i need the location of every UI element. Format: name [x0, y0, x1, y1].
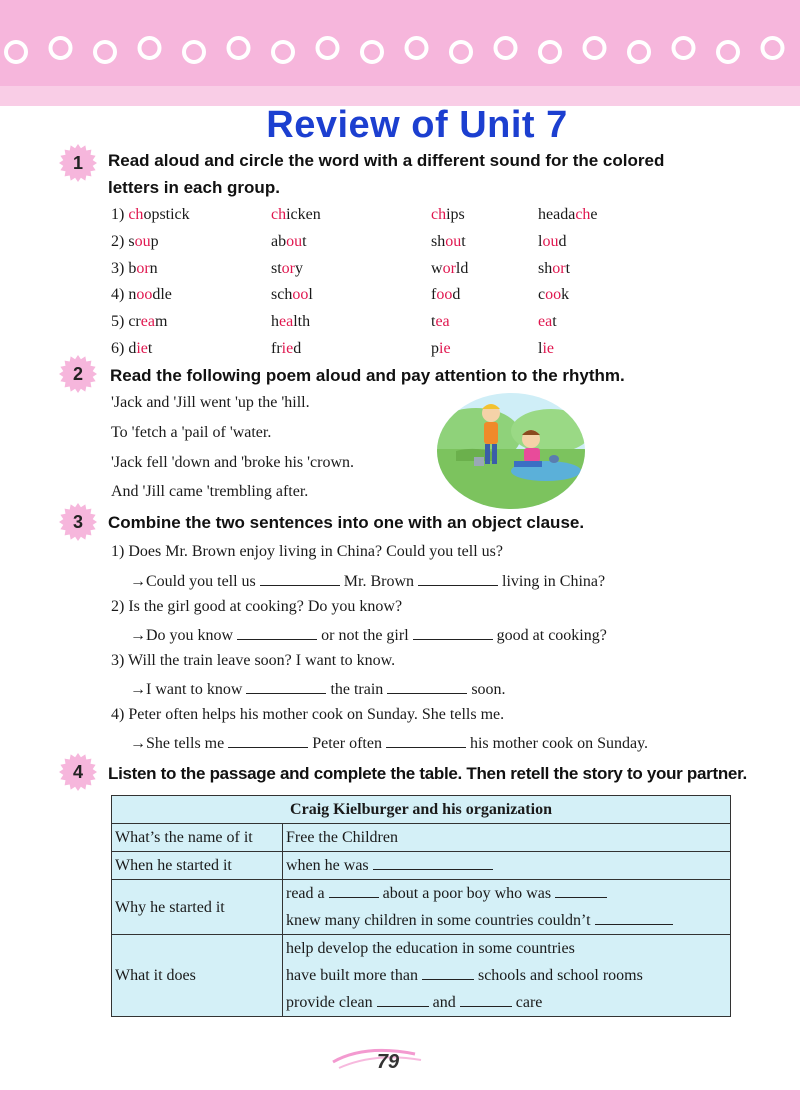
exercise-3-number: 3 [72, 512, 83, 532]
question-1: 1) Does Mr. Brown enjoy living in China? Could you tell us? [111, 543, 503, 560]
word-part: b [128, 259, 137, 277]
colored-letters: ch [431, 206, 447, 223]
answer-4-part-b: Peter often [312, 735, 382, 752]
word-part: opstick [143, 206, 190, 223]
word-part: l [538, 232, 543, 250]
answer-3-part-c: soon. [471, 681, 506, 698]
exercise-4-badge [58, 752, 98, 792]
blank[interactable] [418, 571, 498, 586]
word-part: l [538, 340, 543, 357]
word-part: m [154, 313, 168, 331]
word-part: heada [538, 206, 576, 223]
word-item[interactable] [538, 313, 557, 331]
colored-letters: or [442, 259, 456, 277]
group-label: 3) [111, 259, 125, 277]
page-number: 79 [376, 1051, 400, 1073]
exercise-2-badge [58, 354, 98, 394]
word-part: d [293, 340, 302, 357]
why-text-a: read a [286, 885, 325, 902]
colored-letters: or [552, 259, 566, 277]
word-item[interactable] [271, 286, 313, 304]
answer-3-part-b: the train [330, 681, 384, 698]
colored-letters: or [136, 259, 150, 277]
row-label-why: Why he started it [112, 880, 283, 935]
row-value-what [283, 935, 731, 1017]
word-item[interactable] [538, 233, 566, 251]
colored-letters: ou [542, 232, 559, 250]
table-row [112, 880, 731, 935]
colored-letters: ie [542, 340, 554, 357]
word-part: k [561, 286, 570, 304]
blank[interactable] [386, 733, 466, 748]
word-part: lth [293, 313, 311, 331]
ring-shape [184, 42, 204, 62]
word-item[interactable] [111, 260, 158, 278]
word-part: d [558, 232, 567, 250]
colored-letters: oo [545, 286, 562, 304]
what-text-c: schools and school rooms [477, 967, 643, 984]
word-item[interactable] [431, 206, 465, 224]
word-part: e [590, 206, 598, 223]
answer-1-part-a: →Could you tell us [130, 573, 256, 590]
colored-letters: oo [292, 286, 309, 304]
what-text-b: have built more than [286, 967, 418, 984]
blank[interactable] [228, 733, 308, 748]
word-part: n [149, 259, 158, 277]
answer-3-part-a: →I want to know [130, 681, 243, 698]
blank[interactable] [377, 992, 429, 1007]
colored-letters: ie [439, 340, 451, 357]
ring-shape [718, 42, 738, 62]
word-item[interactable] [271, 313, 310, 331]
word-item[interactable] [431, 340, 451, 358]
word-item[interactable] [271, 206, 321, 224]
table-header-row [112, 796, 731, 824]
poem-line-3: 'Jack fell 'down and 'broke his 'crown. [111, 454, 355, 471]
colored-letters: ie [136, 340, 148, 357]
group-label: 2) [111, 232, 125, 250]
what-text-a: help develop the education in some countries [286, 940, 575, 957]
colored-letters: ou [134, 232, 151, 250]
row-label-name: What’s the name of it [112, 824, 283, 852]
group-label: 6) [111, 340, 125, 357]
answer-2-part-c: good at cooking? [496, 627, 607, 644]
exercise-2-number: 2 [72, 364, 83, 384]
poem-line-1: 'Jack and 'Jill went 'up the 'hill. [111, 394, 310, 411]
colored-letters: or [281, 259, 295, 277]
table-row [112, 935, 731, 1017]
answer-4-part-c: his mother cook on Sunday. [469, 735, 649, 752]
word-part: dle [152, 286, 172, 304]
exercise-1-number: 1 [72, 153, 83, 173]
word-part: t [565, 259, 571, 277]
word-item[interactable] [431, 286, 460, 304]
poem-line-4: And 'Jill came 'trembling after. [111, 483, 309, 500]
table-heading: Craig Kielburger and his organization [112, 796, 731, 824]
blank[interactable] [387, 679, 467, 694]
answer-1-part-c: living in China? [502, 573, 606, 590]
row-label-what: What it does [112, 935, 283, 1017]
word-item[interactable] [431, 260, 468, 278]
word-part: w [431, 259, 443, 277]
blank[interactable] [422, 965, 474, 980]
ring-shape [540, 42, 560, 62]
word-part: t [552, 313, 557, 331]
exercise-1-badge [58, 143, 98, 183]
word-part: t [147, 340, 153, 357]
ring-shape [407, 38, 427, 58]
row-label-when: When he started it [112, 852, 283, 880]
colored-letters: ie [281, 340, 294, 357]
word-item[interactable] [111, 206, 190, 224]
ring-shape [273, 42, 293, 62]
question-4: 4) Peter often helps his mother cook on Sunday. She tells me. [111, 706, 505, 723]
word-item[interactable] [538, 206, 598, 224]
when-text: when he was [286, 857, 369, 874]
row-value-name: Free the Children [283, 824, 731, 852]
row-value-when [283, 852, 731, 880]
group-label: 5) [111, 313, 125, 331]
why-text-b: about a poor boy who was [382, 885, 552, 902]
answer-3 [130, 679, 506, 699]
ring-shape [585, 38, 605, 58]
why-text-c: knew many children in some countries couldn’t [286, 912, 591, 929]
word-part: sch [271, 286, 293, 304]
exercise-1-instruction-line2: letters in each group. [108, 178, 280, 197]
word-part: fr [271, 340, 282, 357]
colored-letters: ea [279, 313, 294, 331]
colored-letters: oo [436, 286, 453, 304]
word-part: h [271, 313, 279, 331]
colored-letters: ch [271, 206, 287, 223]
answer-2-part-b: or not the girl [321, 627, 409, 644]
word-item[interactable] [431, 313, 450, 331]
word-item[interactable] [111, 233, 159, 251]
answer-1 [130, 571, 605, 591]
answer-4-part-a: →She tells me [130, 735, 225, 752]
ring-shape [140, 38, 160, 58]
colored-letters: ea [435, 313, 450, 331]
rings-graphic [0, 30, 800, 70]
word-item[interactable] [271, 260, 303, 278]
word-part: y [295, 259, 303, 277]
blank[interactable] [595, 910, 673, 925]
blank[interactable] [237, 625, 317, 640]
what-text-e: and [432, 994, 456, 1011]
word-part: t [431, 313, 436, 331]
word-part: p [431, 340, 439, 357]
word-part: t [461, 232, 466, 250]
word-item[interactable] [111, 340, 152, 358]
word-part: cr [128, 313, 141, 331]
colored-letters: oo [136, 286, 153, 304]
word-item[interactable] [271, 340, 301, 358]
ring-shape [95, 42, 115, 62]
word-part: sh [431, 232, 446, 250]
exercise-4-instruction: Listen to the passage and complete the table. Then retell the story to your partner. [108, 764, 747, 783]
blank[interactable] [460, 992, 512, 1007]
colored-letters: ch [575, 206, 591, 223]
blank[interactable] [329, 883, 379, 898]
group-label: 1) [111, 206, 125, 223]
ring-shape [51, 38, 71, 58]
blank[interactable] [555, 883, 607, 898]
header-band [0, 0, 800, 106]
word-part: t [302, 232, 307, 250]
colored-letters: ou [286, 232, 303, 250]
word-item[interactable] [538, 286, 569, 304]
what-text-d: provide clean [286, 994, 373, 1011]
word-part: d [128, 340, 137, 357]
answer-4 [130, 733, 648, 753]
word-part: st [271, 259, 282, 277]
ring-shape [6, 42, 26, 62]
word-item[interactable] [271, 233, 307, 251]
ring-shape [629, 42, 649, 62]
word-part: icken [286, 206, 321, 223]
word-part: c [538, 286, 546, 304]
question-2: 2) Is the girl good at cooking? Do you know? [111, 598, 403, 615]
jack-and-jill-illustration [436, 391, 586, 511]
ring-shape [362, 42, 382, 62]
table-row [112, 824, 731, 852]
colored-letters: ou [445, 232, 462, 250]
answer-2-part-a: →Do you know [130, 627, 234, 644]
ring-shape [229, 38, 249, 58]
exercise-3-badge [58, 502, 98, 542]
ring-shape [763, 38, 783, 58]
word-part: n [128, 286, 137, 304]
word-part: ld [455, 259, 469, 277]
blank[interactable] [246, 679, 326, 694]
group-label: 4) [111, 286, 125, 304]
poem-line-2: To 'fetch a 'pail of 'water. [111, 424, 272, 441]
word-item[interactable] [538, 340, 554, 358]
table-row [112, 852, 731, 880]
footer-band [0, 1090, 800, 1120]
word-item[interactable] [538, 260, 570, 278]
page-title: Review of Unit 7 [266, 104, 568, 146]
word-part: ab [271, 232, 287, 250]
colored-letters: ch [128, 206, 144, 223]
blank[interactable] [260, 571, 340, 586]
word-item[interactable] [111, 313, 167, 331]
exercise-1-instruction-line1: Read aloud and circle the word with a different sound for the colored [108, 151, 665, 170]
word-part: d [452, 286, 461, 304]
colored-letters: ea [538, 313, 553, 331]
header-band-lower [0, 86, 800, 106]
ring-shape [318, 38, 338, 58]
answer-1-part-b: Mr. Brown [343, 573, 415, 590]
organization-table [111, 795, 731, 1017]
exercise-2-instruction: Read the following poem aloud and pay attention to the rhythm. [110, 366, 625, 385]
blank[interactable] [413, 625, 493, 640]
word-part: l [308, 286, 313, 304]
word-part: f [431, 286, 437, 304]
question-3: 3) Will the train leave soon? I want to know. [111, 652, 396, 669]
word-part: ips [446, 206, 465, 223]
exercise-3-instruction: Combine the two sentences into one with an object clause. [108, 513, 585, 532]
row-value-why [283, 880, 731, 935]
ring-shape [496, 38, 516, 58]
word-part: sh [538, 259, 553, 277]
ring-decoration [0, 30, 800, 70]
answer-2 [130, 625, 607, 645]
word-item[interactable] [431, 233, 466, 251]
word-part: p [150, 232, 159, 250]
ring-shape [674, 38, 694, 58]
what-text-f: care [515, 994, 543, 1011]
ring-shape [451, 42, 471, 62]
word-item[interactable] [111, 286, 172, 304]
exercise-4-number: 4 [72, 762, 83, 782]
colored-letters: ea [140, 313, 155, 331]
blank[interactable] [373, 855, 493, 870]
word-part: s [128, 232, 135, 250]
